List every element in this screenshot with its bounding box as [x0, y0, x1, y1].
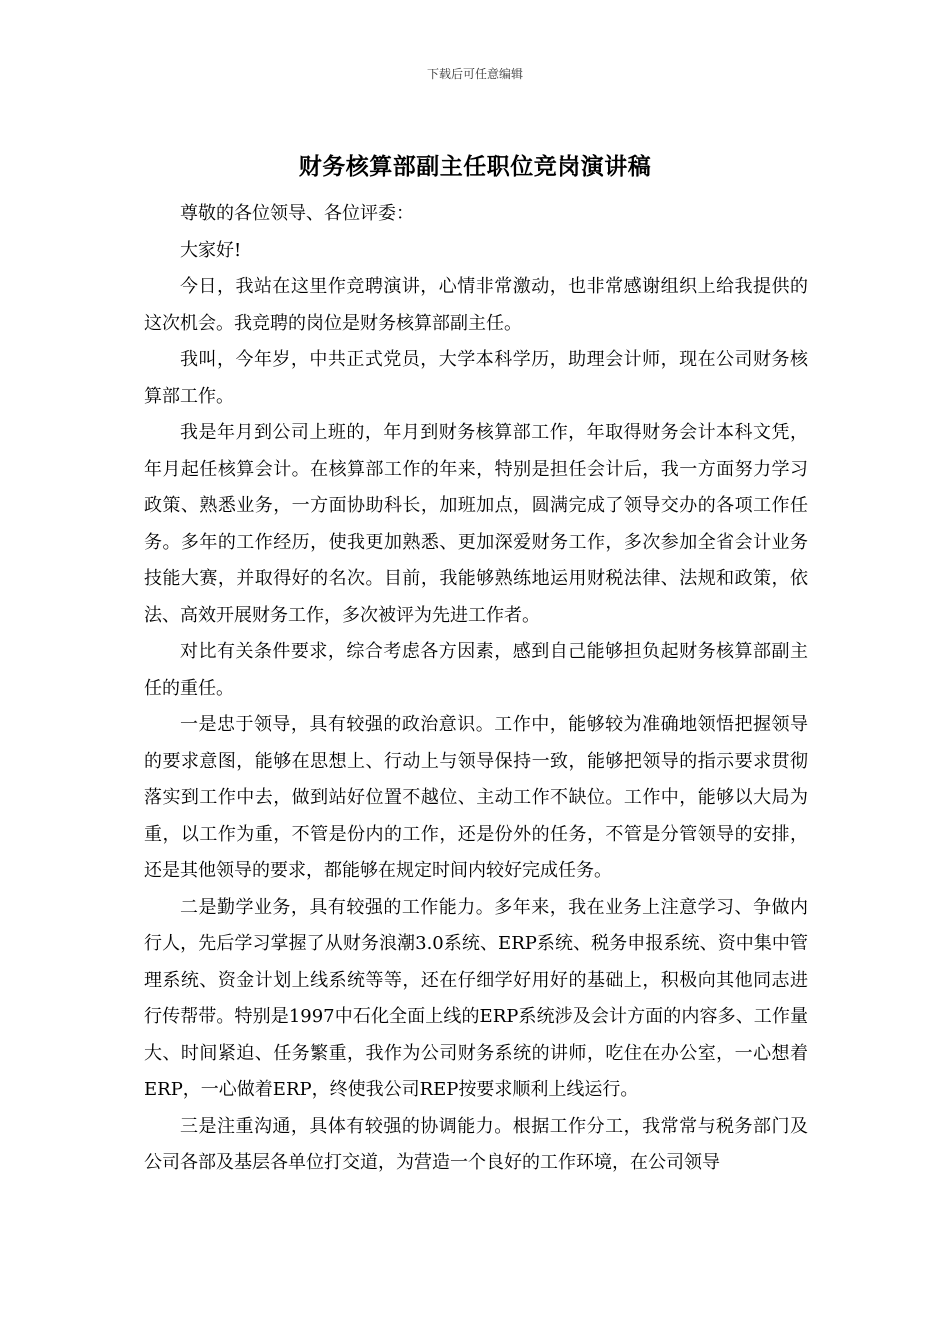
paragraph-point-three: 三是注重沟通，具体有较强的协调能力。根据工作分工，我常常与税务部门及公司各部及基层各单位打交道，为营造一个良好的工作环境，在公司领导 [144, 1115, 808, 1173]
paragraph-opening: 今日，我站在这里作竞聘演讲，心情非常激动，也非常感谢组织上给我提供的这次机会。我竞聘的岗位是财务核算部副主任。 [144, 276, 808, 334]
document-body [144, 196, 808, 1182]
header-note: 下载后可任意编辑 [426, 67, 523, 81]
paragraph-self-intro: 我叫，今年岁，中共正式党员，大学本科学历，助理会计师，现在公司财务核算部工作。 [144, 349, 808, 407]
paragraph-qualification: 对比有关条件要求，综合考虑各方因素，感到自己能够担负起财务核算部副主任的重任。 [144, 641, 808, 699]
paragraph-point-one: 一是忠于领导，具有较强的政治意识。工作中，能够较为准确地领悟把握领导的要求意图，能够在思想上、行动上与领导保持一致，能够把领导的指示要求贯彻落实到工作中去，做到站好位置不越位、主动工作不缺位。工作中，能够以大局为重，以工作为重，不管是份内的工作，还是份外的任务，不管是分管领导的安排，还是其他领导的要求，都能够在规定时间内较好完成任务。 [144, 714, 808, 881]
document-title: 财务核算部副主任职位竞岗演讲稿 [298, 153, 652, 180]
paragraph-experience: 我是年月到公司上班的，年月到财务核算部工作，年取得财务会计本科文凭，年月起任核算会计。在核算部工作的年来，特别是担任会计后，我一方面努力学习政策、熟悉业务，一方面协助科长，加班加点，圆满完成了领导交办的各项工作任务。多年的工作经历，使我更加熟悉、更加深爱财务工作，多次参加全省会计业务技能大赛，并取得好的名次。目前，我能够熟练地运用财税法律、法规和政策，依法、高效开展财务工作，多次被评为先进工作者。 [144, 422, 808, 626]
greeting: 大家好! [180, 239, 242, 261]
salutation: 尊敬的各位领导、各位评委： [180, 203, 414, 224]
paragraph-point-two: 二是勤学业务，具有较强的工作能力。多年来，我在业务上注意学习、争做内行人，先后学习掌握了从财务浪潮3.0系统、ERP系统、税务申报系统、资中集中管理系统、资金计划上线系统等等，还在仔细学好用好的基础上，积极向其他同志进行传帮带。特别是1997中石化全面上线的ERP系统涉及会计方面的内容多、工作量大、时间紧迫、任务繁重，我作为公司财务系统的讲师，吃住在办公室，一心想着ERP，一心做着ERP，终使我公司REP按要求顺利上线运行。 [144, 896, 808, 1100]
